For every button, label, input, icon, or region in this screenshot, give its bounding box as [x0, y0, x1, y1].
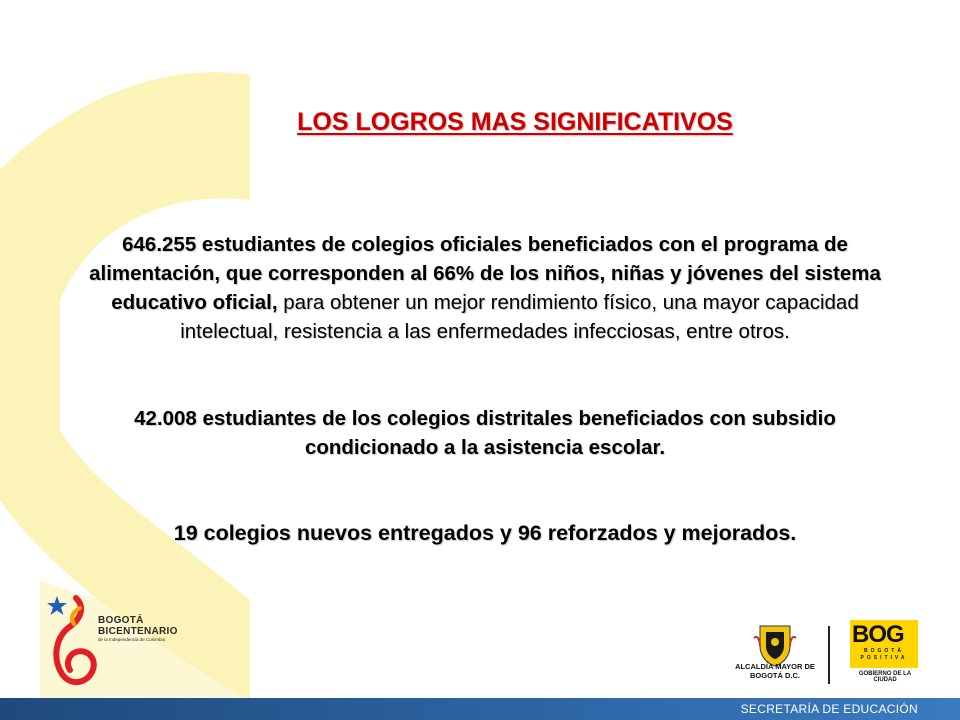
bog-logo-word: BOG: [852, 621, 904, 648]
paragraph-alimentacion-bold: 646.255 estudiantes de colegios oficiales beneficiados con el programa de alimentación, que corresponden al 66% de los niños, niñas y jóvenes del sistema educativo oficial,: [89, 233, 881, 314]
paragraph-alimentacion: [70, 230, 900, 346]
paragraph-colegios: 19 colegios nuevos entregados y 96 reforzados y mejorados.: [173, 521, 797, 545]
alcaldia-text: ALCALDÍA MAYOR DE BOGOTÁ D.C.: [735, 662, 815, 680]
bog-logo-subtitle: BOGOTÁ POSITIVA: [860, 648, 908, 661]
bicentenario-line1: BOGOTÁ: [98, 615, 144, 626]
gobierno-text: GOBIERNO DE LA CIUDAD: [858, 671, 912, 683]
paragraph-subsidio: 42.008 estudiantes de los colegios distritales beneficiados con subsidio condicionado a la asistencia escolar.: [134, 407, 836, 459]
logo-divider: [828, 626, 830, 684]
bicentenario-text: [98, 615, 178, 643]
footer-bar: [0, 698, 960, 720]
footer-text: SECRETARÍA DE EDUCACIÓN: [740, 702, 918, 716]
bicentenario-line3: de la Independencia de Colombia: [98, 637, 166, 642]
bicentenario-line2: BICENTENARIO: [98, 626, 178, 637]
paragraph-alimentacion-regular: para obtener un mejor rendimiento físico, una mayor capacidad intelectual, resistencia a las enfermedades infecciosas, entre otros.: [180, 291, 859, 343]
slide-title: LOS LOGROS MAS SIGNIFICATIVOS: [297, 108, 733, 136]
